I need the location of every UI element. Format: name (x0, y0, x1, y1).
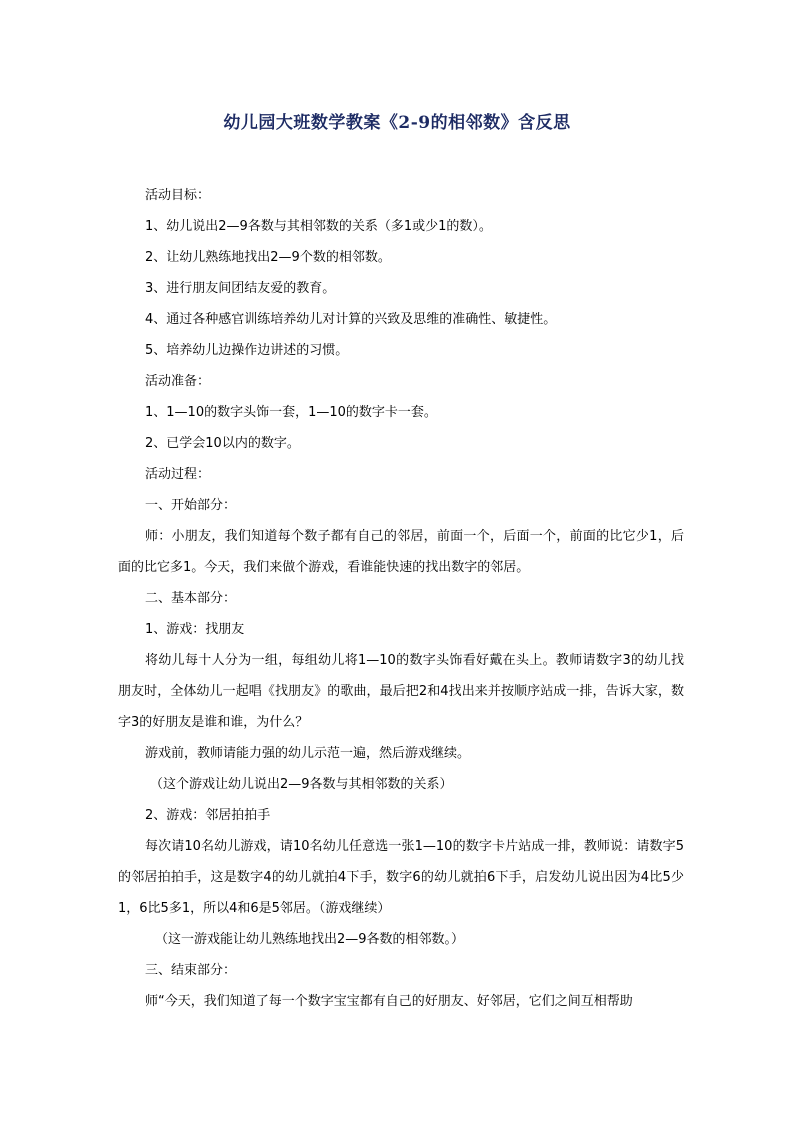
paragraph: 4、通过各种感官训练培养幼儿对计算的兴致及思维的准确性、敏捷性。 (145, 312, 557, 327)
document-title: 幼儿园大班数学教案《2-9的相邻数》含反思 (223, 113, 571, 133)
document-body (118, 180, 684, 1017)
paragraph: 2、游戏：邻居拍拍手 (145, 808, 271, 823)
paragraph: 每次请10名幼儿游戏，请10名幼儿任意选一张1—10的数字卡片站成一排，教师说：请数字5的邻居拍拍手，这是数字4的幼儿就拍4下手，数字6的幼儿就拍6下手，启发幼儿说出因为4比5少1，6比5多1，所以4和6是5邻居。（游戏继续） (118, 839, 684, 916)
paragraph: （这一游戏能让幼儿熟练地找出2—9各数的相邻数。） (155, 932, 465, 947)
paragraph: 师“今天，我们知道了每一个数字宝宝都有自己的好朋友、好邻居，它们之间互相帮助 (145, 994, 633, 1009)
paragraph: 3、进行朋友间团结友爱的教育。 (145, 281, 336, 296)
paragraph: 5、培养幼儿边操作边讲述的习惯。 (145, 343, 349, 358)
paragraph: 1、幼儿说出2—9各数与其相邻数的关系（多1或少1的数）。 (145, 219, 492, 234)
paragraph: 活动准备： (145, 374, 211, 389)
paragraph: 将幼儿每十人分为一组，每组幼儿将1—10的数字头饰看好戴在头上。教师请数字3的幼儿找朋友时，全体幼儿一起唱《找朋友》的歌曲，最后把2和4找出来并按顺序站成一排，告诉大家，数字3的好朋友是谁和谁，为什么？ (118, 653, 684, 730)
paragraph: 二、基本部分： (145, 591, 237, 606)
paragraph: 活动目标： (145, 188, 211, 203)
paragraph: 活动过程： (145, 467, 211, 482)
paragraph: 师：小朋友，我们知道每个数子都有自己的邻居，前面一个，后面一个，前面的比它少1，后面的比它多1。今天，我们来做个游戏，看谁能快速的找出数字的邻居。 (118, 529, 684, 575)
paragraph: 1、游戏：找朋友 (145, 622, 245, 637)
paragraph: 1、1—10的数字头饰一套，1—10的数字卡一套。 (145, 405, 437, 420)
paragraph: 2、已学会10以内的数字。 (145, 436, 300, 451)
paragraph: 2、让幼儿熟练地找出2—9个数的相邻数。 (145, 250, 391, 265)
paragraph: 一、开始部分： (145, 498, 237, 513)
paragraph: 三、结束部分： (145, 963, 237, 978)
paragraph: 游戏前，教师请能力强的幼儿示范一遍，然后游戏继续。 (145, 746, 471, 761)
paragraph: （这个游戏让幼儿说出2—9各数与其相邻数的关系） (150, 777, 453, 792)
